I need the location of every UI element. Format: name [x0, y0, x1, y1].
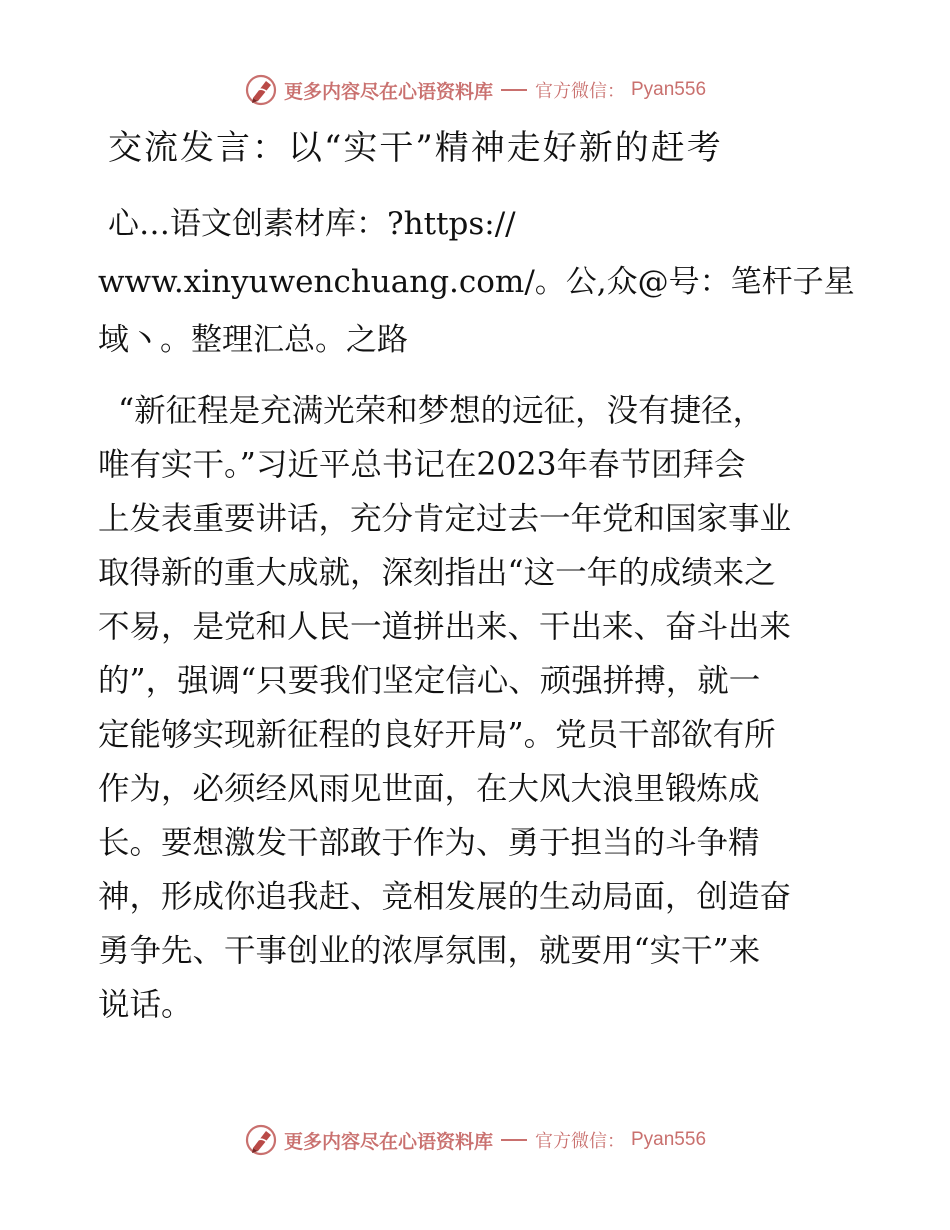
- body-line: 不易，是党和人民一道拼出来、干出来、奋斗出来: [98, 609, 792, 645]
- body-line: 勇争先、干事创业的浓厚氛围，就要用“实干”来: [98, 933, 761, 969]
- body-line: 唯有实干。”习近平总书记在2023年春节团拜会: [98, 447, 746, 483]
- document-title: 交流发言：以“实干”精神走好新的赶考: [108, 128, 723, 168]
- red-pen-logo-icon: [244, 73, 278, 107]
- banner-wechat-label: 官方微信：: [535, 1131, 625, 1152]
- banner-wechat-id: Pyan556: [631, 1129, 707, 1150]
- footer-banner: [0, 1120, 950, 1160]
- body-line: 定能够实现新征程的良好开局”。党员干部欲有所: [98, 717, 776, 753]
- banner-wechat-id: Pyan556: [631, 79, 707, 100]
- banner-slogan: 更多内容尽在心语资料库: [283, 80, 493, 103]
- body-line: 神，形成你追我赶、竞相发展的生动局面，创造奋: [98, 879, 792, 915]
- banner-slogan: 更多内容尽在心语资料库: [283, 1130, 493, 1153]
- body-line: 长。要想激发干部敢于作为、勇于担当的斗争精: [98, 825, 760, 861]
- body-line: 上发表重要讲话，充分肯定过去一年党和国家事业: [98, 501, 792, 537]
- body-line: “新征程是充满光荣和梦想的远征，没有捷径，: [118, 393, 765, 429]
- red-pen-logo-icon: [244, 1123, 278, 1157]
- body-line: 作为，必须经风雨见世面，在大风大浪里锻炼成: [98, 771, 760, 807]
- banner-wechat-label: 官方微信：: [535, 81, 625, 102]
- banner-dash: [501, 1139, 527, 1141]
- subtitle-line: 心…语文创素材库：?https://: [108, 206, 516, 242]
- body-line: 取得新的重大成就，深刻指出“这一年的成绩来之: [98, 555, 776, 591]
- subtitle-line: 域丶。整理汇总。之路: [98, 322, 408, 358]
- body-line: 说话。: [98, 987, 193, 1023]
- body-line: 的”，强调“只要我们坚定信心、顽强拼搏，就一: [98, 663, 761, 699]
- header-banner: [0, 70, 950, 110]
- banner-dash: [501, 89, 527, 91]
- subtitle-line: www.xinyuwenchuang.com/。公,众@号：笔杆子星: [98, 264, 855, 300]
- body-paragraph: [98, 384, 858, 1032]
